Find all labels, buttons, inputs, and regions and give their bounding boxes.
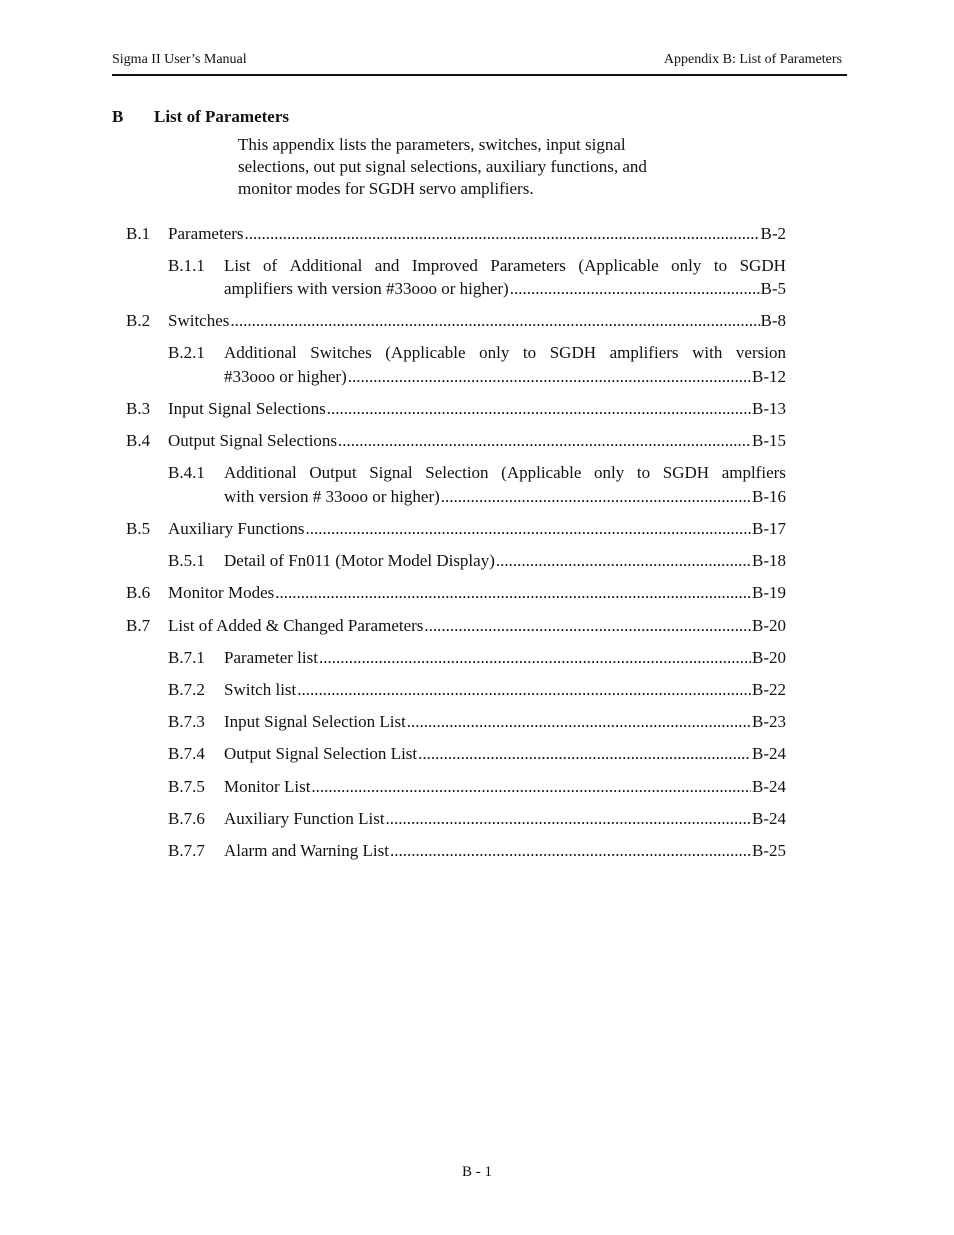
toc-leader bbox=[496, 549, 751, 573]
toc-title-line2: #33ooo or higher) bbox=[224, 367, 347, 386]
chapter-title: Appendix B: List of Parameters bbox=[663, 52, 842, 67]
toc-leader bbox=[407, 710, 751, 734]
page-number: B - 1 bbox=[462, 1164, 492, 1180]
toc-leader bbox=[327, 397, 751, 421]
toc-number: B.3 bbox=[126, 399, 151, 418]
toc-title: Input Signal Selection List bbox=[224, 712, 406, 731]
toc-title-line1: List of Additional and Improved Parameters (Applicable only to SGDH bbox=[224, 256, 786, 275]
toc-page: B-24 bbox=[752, 809, 786, 828]
toc-title: Detail of Fn011 (Motor Model Display) bbox=[224, 551, 495, 570]
toc-number: B.7.3 bbox=[168, 712, 205, 731]
toc-number: B.7 bbox=[126, 616, 151, 635]
toc-leader bbox=[441, 485, 751, 509]
toc-leader bbox=[386, 807, 751, 831]
toc-page: B-5 bbox=[760, 279, 786, 298]
toc-title-line1: Additional Switches (Applicable only to SGDH amplifiers with version bbox=[224, 343, 786, 362]
toc-page: B-18 bbox=[752, 551, 786, 570]
toc-title: Auxiliary Function List bbox=[224, 809, 385, 828]
toc-leader bbox=[319, 646, 751, 670]
toc-page: B-24 bbox=[752, 744, 786, 763]
toc-page: B-12 bbox=[752, 367, 786, 386]
intro-line: This appendix lists the parameters, switches, input signal bbox=[238, 135, 626, 154]
toc-number: B.1 bbox=[126, 224, 151, 243]
toc-leader bbox=[418, 742, 751, 766]
toc-leader bbox=[510, 277, 760, 301]
toc-number: B.2 bbox=[126, 311, 151, 330]
toc-number: B.4.1 bbox=[168, 463, 205, 482]
toc-title: Output Signal Selection List bbox=[224, 744, 418, 763]
toc-page: B-8 bbox=[760, 311, 786, 330]
toc-title: Auxiliary Functions bbox=[168, 519, 305, 538]
toc-page: B-15 bbox=[752, 431, 786, 450]
toc-number: B.1.1 bbox=[168, 256, 205, 275]
toc-number: B.2.1 bbox=[168, 343, 205, 362]
toc-leader bbox=[245, 222, 760, 246]
toc-title: Input Signal Selections bbox=[168, 399, 326, 418]
toc-page: B-17 bbox=[752, 519, 786, 538]
toc-title: Alarm and Warning List bbox=[224, 841, 389, 860]
toc-number: B.7.2 bbox=[168, 680, 205, 699]
toc-leader bbox=[424, 614, 751, 638]
toc-title: Parameter list bbox=[224, 648, 318, 667]
toc-page: B-20 bbox=[752, 648, 786, 667]
toc-leader bbox=[275, 581, 751, 605]
toc-leader bbox=[390, 839, 751, 863]
toc-leader bbox=[230, 309, 759, 333]
toc-leader bbox=[305, 517, 751, 541]
section-number: B bbox=[112, 107, 124, 126]
toc-number: B.7.4 bbox=[168, 744, 205, 763]
toc-page: B-2 bbox=[760, 224, 786, 243]
toc-title: Monitor List bbox=[224, 777, 311, 796]
toc-page: B-22 bbox=[752, 680, 786, 699]
toc-number: B.5 bbox=[126, 519, 151, 538]
toc-number: B.7.1 bbox=[168, 648, 205, 667]
header-rule bbox=[112, 74, 847, 76]
toc-number: B.7.6 bbox=[168, 809, 205, 828]
toc-title: Switches bbox=[168, 311, 230, 330]
toc-page: B-20 bbox=[752, 616, 786, 635]
toc-page: B-13 bbox=[752, 399, 786, 418]
toc-title: Output Signal Selections bbox=[168, 431, 338, 450]
toc-page: B-16 bbox=[752, 487, 786, 506]
manual-title: Sigma II User’s Manual bbox=[112, 52, 247, 67]
toc-title: Switch list bbox=[224, 680, 297, 699]
toc-title: Monitor Modes bbox=[168, 583, 275, 602]
toc-page: B-23 bbox=[752, 712, 786, 731]
toc-number: B.5.1 bbox=[168, 551, 205, 570]
toc-number: B.6 bbox=[126, 583, 151, 602]
toc-page: B-25 bbox=[752, 841, 786, 860]
toc-leader bbox=[297, 678, 751, 702]
toc-title: List of Added & Changed Parameters bbox=[168, 616, 424, 635]
toc-number: B.7.7 bbox=[168, 841, 205, 860]
toc-title-line2: amplifiers with version #33ooo or higher) bbox=[224, 279, 509, 298]
toc-number: B.4 bbox=[126, 431, 151, 450]
toc-title: Parameters bbox=[168, 224, 244, 243]
section-title: List of Parameters bbox=[154, 107, 290, 126]
intro-line: selections, out put signal selections, auxiliary functions, and bbox=[238, 157, 647, 176]
toc-leader bbox=[311, 775, 751, 799]
page-header bbox=[112, 52, 842, 72]
toc-page: B-19 bbox=[752, 583, 786, 602]
intro-paragraph bbox=[238, 134, 708, 200]
toc-leader bbox=[348, 365, 751, 389]
toc-title-line2: with version # 33ooo or higher) bbox=[224, 487, 440, 506]
toc-leader bbox=[338, 429, 751, 453]
intro-line: monitor modes for SGDH servo amplifiers. bbox=[238, 179, 534, 198]
toc-title-line1: Additional Output Signal Selection (Applicable only to SGDH amplfiers bbox=[224, 463, 786, 482]
toc-page: B-24 bbox=[752, 777, 786, 796]
toc-number: B.7.5 bbox=[168, 777, 205, 796]
